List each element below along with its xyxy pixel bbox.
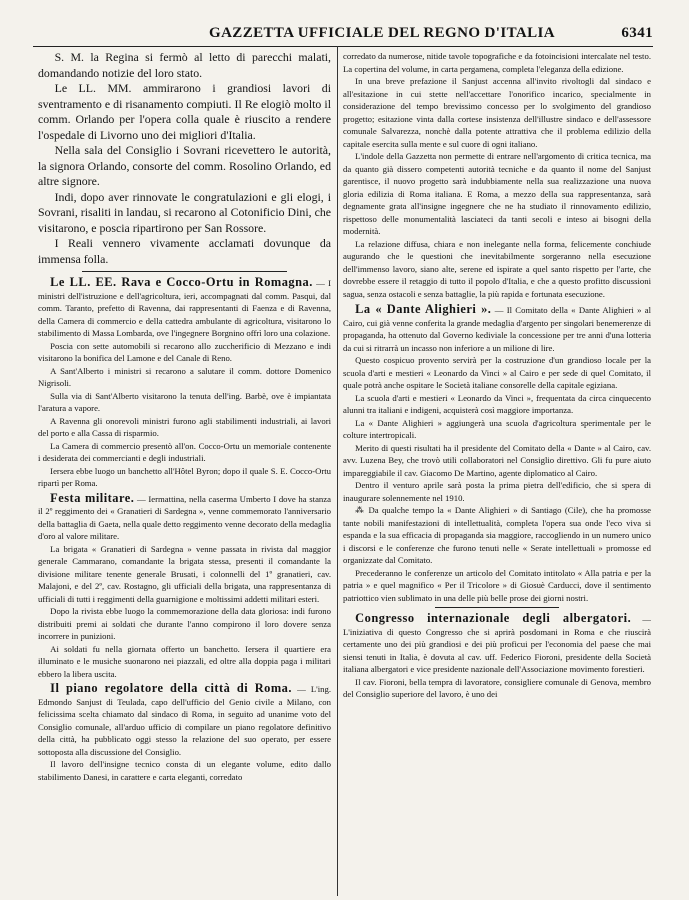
lead-paragraph: Indi, dopo aver rinnovate le congratulazioni e gli elogi, i Sovrani, risaliti in landau, si recarono al Cotonificio Dini, che visitarono, e poscia ripartirono per San Rossore. bbox=[38, 189, 331, 235]
article-piano-regolatore bbox=[38, 682, 331, 783]
article-paragraph: La scuola d'arti e mestieri « Leonardo da Vinci », frequentata da circa cinquecento alunni tra italiani e indigeni, acquisterà così maggiore importanza. bbox=[343, 392, 651, 415]
left-column bbox=[38, 50, 331, 783]
lead-paragraph: Nella sala del Consiglio i Sovrani ricevettero le autorità, la signora Orlando, consorte del comm. Rosolino Orlando, ed altre signore. bbox=[38, 143, 331, 188]
article-paragraph: Ai soldati fu nella giornata offerto un banchetto. Iersera il quartiere era illuminato e le musiche suonarono nei piazzali, ed oltre alla doppia paga i militari ebbero la libera uscita. bbox=[38, 643, 331, 679]
article-text: — I ministri dell'istruzione e dell'agricoltura, ieri, accompagnati dal comm. Pasqui, dal comm. Taranto, prefetto di Ravenna, dai rappresentanti di Faenza e di Ravenna, della Camera di commercio e della cattedra ambulante di agricoltura, visitarono lo stabilimento di Massa Lombarda, ove l'ingegnere Borgnino offrì loro una colazione. bbox=[38, 278, 331, 338]
article-paragraph: Il cav. Fioroni, bella tempra di lavoratore, consigliere comunale di Genova, membro del Consiglio superiore del lavoro, è uno dei bbox=[343, 676, 651, 699]
article-text: — L'iniziativa di questo Congresso che si aprirà posdomani in Roma e che riuscirà certamente uno dei più grandiosi e dei più proficui per l'economia del paese che mai siensi tenuti in Italia, è dovuta al cav. uff. Federico Fioroni, presidente della Società italiana albergatori e vice presidente nazionale dell'Associazione movimento forestieri. bbox=[343, 614, 651, 674]
article-congresso-albergatori bbox=[343, 612, 651, 701]
article-paragraph: Merito di questi risultati ha il presidente del Comitato della « Dante » al Cairo, cav. avv. Luzena Bey, che trovò utili collaboratori nel Consiglio direttivo. Gli fu pure aiuto impareggiabile il cav. Giacomo De Martino, agente diplomatico al Cairo. bbox=[343, 442, 651, 478]
page-header bbox=[33, 17, 653, 41]
lead-paragraph: Le LL. MM. ammirarono i grandiosi lavori di sventramento e di risanamento compiuti. Il Re elogiò molto il comm. Orlando per l'opera colla quale è riuscito a rendere l'ospedale di Livorno uno dei migliori d'Italia. bbox=[38, 81, 331, 142]
article-text: — L'ing. Edmondo Sanjust di Teulada, capo dell'ufficio del Genio civile a Milano, con felicissima scelta chiamato dal sindaco di Roma, in seguito ad unanime voto del Consiglio comunale, all'arduo ufficio di compilare un piano regolatore definitivo della città, ha pubblicato oggi stesso la relazione del suo operato, per essere sottoposta alla discussione del Consiglio. bbox=[38, 684, 331, 757]
lead-paragraph: S. M. la Regina si fermò al letto di parecchi malati, domandando notizie del loro stato. bbox=[38, 50, 331, 80]
article-text: — Il Comitato della « Dante Alighieri » al Cairo, cui già venne conferita la grande medaglia d'argento per singolari benemerenze di propaganda, ha ottenuto dal Governo kediviale la concessione per tre anni d'una lotteria da cui si ritrarrà un incasso non inferiore a un milione di lire. bbox=[343, 305, 651, 353]
header-rule bbox=[33, 46, 653, 47]
page-number: 6341 bbox=[621, 25, 653, 41]
article-paragraph: In una breve prefazione il Sanjust accenna all'invito rivoltogli dal sindaco e all'esitazione in cui stette nell'accettare l'onorifico incarico, specialmente in considerazione del tempo brevissimo concesso per lo svolgimento del grandioso progetto; esitazione vinta dalla cortese insistenza dell'illustre sindaco e dell'assessore comunale Salvarezza, nonchè dalla potente attrattiva che il problema edilizio della capitale esercita sulla mente e sul cuore di ogni italiano. bbox=[343, 76, 651, 149]
article-heading: Festa militare. bbox=[50, 490, 135, 505]
article-paragraph: Il lavoro dell'insigne tecnico consta di un elegante volume, edito dallo stabilimento Danesi, in carattere e carta eleganti, corredato bbox=[38, 759, 331, 782]
lead-paragraph: I Reali vennero vivamente acclamati dovunque da immensa folla. bbox=[38, 236, 331, 266]
article-paragraph: A Sant'Alberto i ministri si recarono a salutare il comm. dottore Domenico Nigrisoli. bbox=[38, 365, 331, 388]
article-paragraph: Questo cospicuo provento servirà per la costruzione d'un grandioso locale per la scuola d'arti e mestieri « Leonardo da Vinci » al Cairo e per sede di quel Comitato, il quale potrà anche ospitare le Società italiane consorelle della capitale egiziana. bbox=[343, 355, 651, 390]
article-festa-militare bbox=[38, 492, 331, 681]
article-paragraph: Precederanno le conferenze un articolo del Comitato intitolato « Alla patria e per la patria » e quel magnifico « Per il Tricolore » di Giosuè Carducci, dove il sentimento patriottico vien sublimato in una delle più belle prose dei giorni nostri. bbox=[343, 567, 651, 603]
article-text: — Iermattina, nella caserma Umberto I dove ha stanza il 2º reggimento dei « Granatieri di Sardegna », venne commemorato l'anniversario della battaglia di Gaeta, nella quale detto reggimento venne decorato della medaglia d'oro al valore militare. bbox=[38, 493, 331, 541]
article-rava-cocco-ortu bbox=[38, 276, 331, 490]
article-paragraph: A Ravenna gli onorevoli ministri furono agli stabilimenti industriali, ai lavori del porto e alla Cassa di risparmio. bbox=[38, 415, 331, 438]
article-paragraph: La relazione diffusa, chiara e non inelegante nella forma, felicemente conchiude augurando che le questioni che inevitabilmente sorgeranno nella esecuzione dell'immenso lavoro, siano alte, serene ed ispirate a quel santo rispetto per l'arte, che dovrebbe essere il retaggio di tutto il popolo d'Italia, e che a questo profitto discussioni sagua, senza ostacoli e senza battaglie, la più rapida e fortunata esecuzione. bbox=[343, 238, 651, 299]
article-paragraph: Sulla via di Sant'Alberto visitarono la tenuta dell'ing. Barbè, ove è impiantata l'aratura a vapore. bbox=[38, 390, 331, 413]
article-paragraph: La brigata « Granatieri di Sardegna » venne passata in rivista dal maggior generale Cammarano, comandante la brigata stessa, presenti il comandante la divisione militare tenente generale Brusati, i colonnelli del 1º granatieri, cav. Malajoni, e del 2º, cav. Rostagno, gli ufficiali della brigata, una rappresentanza di ufficiali di tutti i reggimenti della guarnigione e moltissimi addetti militari esteri. bbox=[38, 543, 331, 604]
article-heading: Congresso internazionale degli albergatori. bbox=[355, 611, 632, 625]
article-paragraph: La Camera di commercio presentò all'on. Cocco-Ortu un memoriale contenente i desiderata dei commercianti e degli industriali. bbox=[38, 440, 331, 463]
article-paragraph: corredato da numerose, nitide tavole topografiche e da fotoincisioni intercalate nel testo. La copertina del volume, in carta pergamena, completa l'eleganza della edizione. bbox=[343, 51, 651, 74]
article-heading: Le LL. EE. Rava e Cocco-Ortu in Romagna. bbox=[50, 275, 313, 289]
section-separator bbox=[435, 607, 558, 608]
article-paragraph: Poscia con sette automobili si recarono allo zuccherificio di Mezzano e indi visitarono la bonifica del Lamone e del Canale di Reno. bbox=[38, 340, 331, 363]
right-column bbox=[343, 50, 651, 701]
article-paragraph: Dopo la rivista ebbe luogo la commemorazione della data gloriosa: indi furono distribuiti premi ai soldati che durante l'anno compirono il loro dovere senza incorrere in punizioni. bbox=[38, 606, 331, 641]
article-heading: La « Dante Alighieri ». bbox=[355, 302, 492, 316]
gazette-title: GAZZETTA UFFICIALE DEL REGNO D'ITALIA bbox=[209, 25, 555, 41]
article-piano-continued bbox=[343, 50, 651, 300]
lead-article bbox=[38, 50, 331, 267]
article-paragraph: La « Dante Alighieri » aggiungerà una scuola d'agricoltura sperimentale per le colture intertropicali. bbox=[343, 417, 651, 440]
section-separator bbox=[82, 271, 287, 272]
article-paragraph: L'indole della Gazzetta non permette di entrare nell'argomento di critica tecnica, ma da quanto già dissero competenti autorità tecniche e da quanto il nome del Sanjust garentisce, il nuovo progetto sarà indubbiamente nella sua realizzazione una nuova gloria edilizia di Roma italiana. E Roma, a mezzo della sua rappresentanza, sarà degnamente grata all'insigne ingegnere che ne ha studiato il rinnovamento edilizio, rispettoso delle monumentalità lasciateci da tanti secoli e inteso ai bisogni della modernità. bbox=[343, 151, 651, 236]
article-dante-alighieri bbox=[343, 303, 651, 604]
article-heading: Il piano regolatore della città di Roma. bbox=[50, 681, 292, 695]
article-paragraph: Dentro il venturo aprile sarà posta la prima pietra dell'edificio, che si spera di inaugurare solennemente nel 1910. bbox=[343, 480, 651, 503]
article-paragraph: ⁂ Da qualche tempo la « Dante Alighieri » di Santiago (Cile), che ha promosse tante nobili manifestazioni di intellettualità, completa l'opera sua onde l'eco viva si espanda e la sua efficacia di propaganda sia maggiore, raccogliendo in un numero unico i discorsi e le conferenze che furono tenuti nelle « Serate intellettuali » promosse ed organizzate dal Comitato. bbox=[343, 505, 651, 565]
article-paragraph: Iersera ebbe luogo un banchetto all'Hôtel Byron; dopo il quale S. E. Cocco-Ortu ripartì per Roma. bbox=[38, 465, 331, 488]
column-divider bbox=[337, 46, 338, 896]
